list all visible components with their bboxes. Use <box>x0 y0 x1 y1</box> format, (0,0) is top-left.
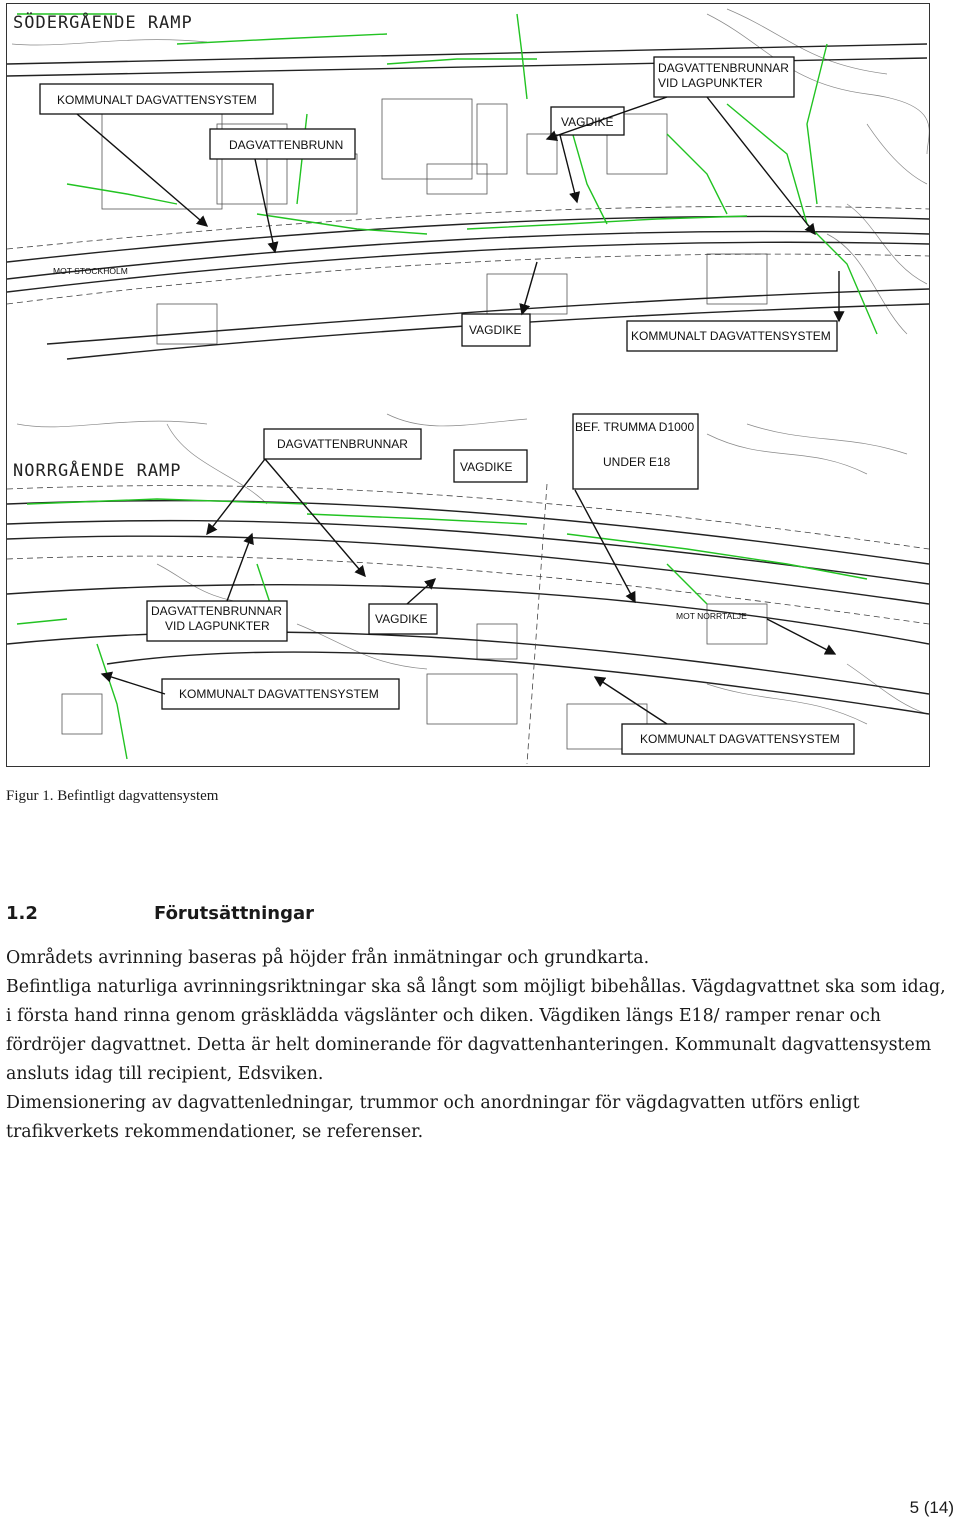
label-mot-stockholm: MOT STOCKHOLM <box>53 266 128 276</box>
label-vid-lagpunkter-line1: VID LAGPUNKTER <box>658 76 763 90</box>
label-kommunalt-dagvattensystem: KOMMUNALT DAGVATTENSYSTEM <box>179 687 379 701</box>
figure-caption: Figur 1. Befintligt dagvattensystem <box>6 788 219 804</box>
label-vagdike: VAGDIKE <box>460 460 513 474</box>
upper-map <box>7 4 929 360</box>
paragraph: Befintliga naturliga avrinningsriktningar ska så långt som möjligt bibehållas. Vägdagvattnet ska som idag, i första hand rinna genom gräsklädda vägslänter och diken. Vägdiken längs E18/ ramper renar och fördröjer dagvattnet. Detta är helt dominerande för dagvattenhanteringen. Kommunalt dagvattensystem ansluts idag till recipient, Edsviken. <box>6 977 946 1084</box>
lower-ramp-title: NORRGÅENDE RAMP <box>13 461 182 481</box>
paragraph: Områdets avrinning baseras på höjder från inmätningar och grundkarta. <box>6 948 650 968</box>
upper-ramp-title: SÖDERGÅENDE RAMP <box>13 13 193 33</box>
label-vagdike: VAGDIKE <box>469 323 522 337</box>
section-number: 1.2 <box>6 903 38 924</box>
label-dagvattenbrunn: DAGVATTENBRUNN <box>229 138 344 152</box>
label-bef-trumma-line1: BEF. TRUMMA D1000 <box>575 420 695 434</box>
label-dagvattenbrunnar-line1: DAGVATTENBRUNNAR <box>151 604 282 618</box>
section-title: Förutsättningar <box>154 903 315 924</box>
section-heading <box>6 903 314 924</box>
label-kommunalt-dagvattensystem: KOMMUNALT DAGVATTENSYSTEM <box>640 732 840 746</box>
label-kommunalt-dagvattensystem: KOMMUNALT DAGVATTENSYSTEM <box>57 93 257 107</box>
label-dagvattenbrunnar: DAGVATTENBRUNNAR <box>277 437 408 451</box>
lower-map <box>7 414 929 764</box>
label-dagvattenbrunnar-line1: DAGVATTENBRUNNAR <box>658 61 789 75</box>
label-kommunalt-dagvattensystem: KOMMUNALT DAGVATTENSYSTEM <box>631 329 831 343</box>
label-bef-trumma-line2: UNDER E18 <box>603 455 671 469</box>
body-text <box>6 944 956 1147</box>
label-mot-norrtalje: MOT NORRTALJE <box>676 611 747 621</box>
label-vagdike: VAGDIKE <box>375 612 428 626</box>
page-number: 5 (14) <box>909 1498 954 1517</box>
label-vid-lagpunkter-line1: VID LAGPUNKTER <box>165 619 270 633</box>
site-map-figure <box>6 3 930 767</box>
paragraph: Dimensionering av dagvattenledningar, trummor och anordningar för vägdagvatten utförs enligt trafikverkets rekommendationer, se referenser. <box>6 1093 860 1142</box>
label-vagdike: VAGDIKE <box>561 115 614 129</box>
